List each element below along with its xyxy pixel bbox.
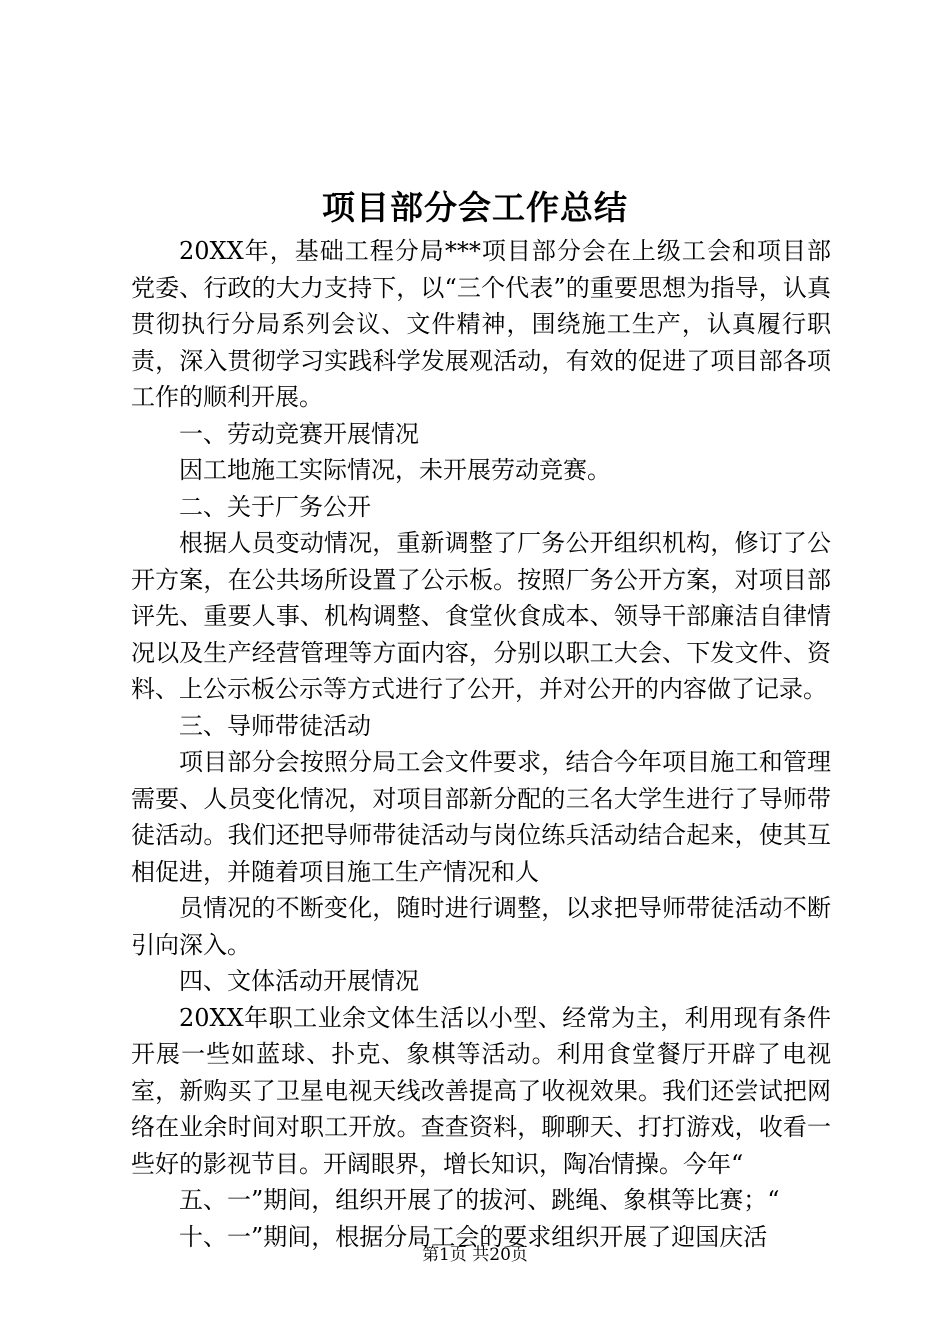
section-heading-recreation: 四、文体活动开展情况 [179,967,419,995]
paragraph-may-day: 五、一”期间，组织开展了的拔河、跳绳、象棋等比赛；“ [179,1186,780,1214]
section-heading-labor-competition: 一、劳动竞赛开展情况 [179,419,419,448]
document-title: 项目部分会工作总结 [322,188,628,227]
section-heading-factory-affairs: 二、关于厂务公开 [179,492,371,521]
paragraph-intro: 20XX年，基础工程分局***项目部分会在上级工会和项目部党委、行政的大力支持下，以“三个代表”的重要思想为指导，认真贯彻执行分局系列会议、文件精神，围绕施工生产，认真履行职责，深入贯彻学习实践科学发展观活动，有效的促进了项目部各项工作的顺利开展。 [131,237,831,411]
section-heading-mentorship: 三、导师带徒活动 [179,711,371,740]
paragraph-factory-affairs: 根据人员变动情况，重新调整了厂务公开组织机构，修订了公开方案，在公共场所设置了公示板。按照厂务公开方案，对项目部评先、重要人事、机构调整、食堂伙食成本、领导干部廉洁自律情况以及生产经营管理等方面内容，分别以职工大会、下发文件、资料、上公示板公示等方式进行了公开，并对公开的内容做了记录。 [131,529,831,703]
paragraph-mentorship: 项目部分会按照分局工会文件要求，结合今年项目施工和管理需要、人员变化情况，对项目部新分配的三名大学生进行了导师带徒活动。我们还把导师带徒活动与岗位练兵活动结合起来，使其互相促进，并随着项目施工生产情况和人 [131,748,831,886]
paragraph-national-day: 十、一”期间，根据分局工会的要求组织开展了迎国庆活 [179,1222,768,1251]
paragraph-labor-competition: 因工地施工实际情况，未开展劳动竞赛。 [179,456,611,484]
paragraph-recreation: 20XX年职工业余文体生活以小型、经常为主，利用现有条件开展一些如蓝球、扑克、象棋等活动。利用食堂餐厅开辟了电视室，新购买了卫星电视天线改善提高了收视效果。我们还尝试把网络在业余时间对职工开放。查查资料，聊聊天、打打游戏，收看一些好的影视节目。开阔眼界，增长知识，陶冶情操。今年“ [131,1003,831,1178]
page-footer: 第1页 共20页 [422,1245,528,1265]
document-body [131,233,831,1255]
paragraph-mentorship-continued: 员情况的不断变化，随时进行调整，以求把导师带徒活动不断引向深入。 [131,894,831,959]
